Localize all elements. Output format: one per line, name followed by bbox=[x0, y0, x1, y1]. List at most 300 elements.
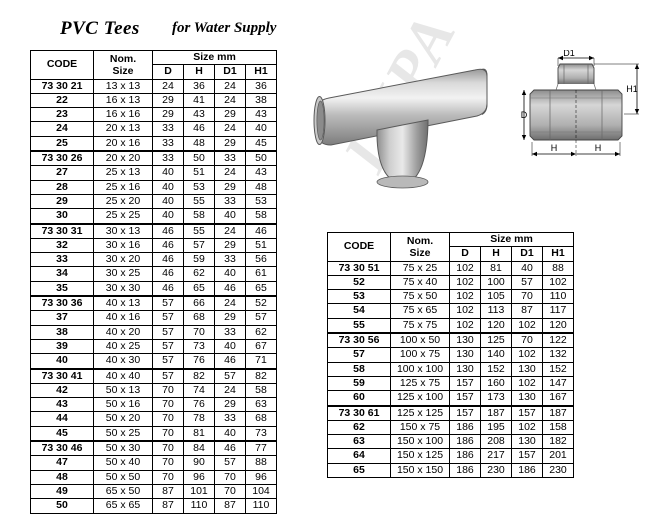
cell-d: 130 bbox=[450, 348, 481, 362]
cell-d1: 33 bbox=[215, 412, 246, 426]
branch-run bbox=[377, 120, 428, 188]
cell-d1: 70 bbox=[215, 470, 246, 484]
header-nom-line2: Size bbox=[409, 246, 431, 259]
cell-d: 70 bbox=[153, 441, 184, 456]
cell-code: 27 bbox=[31, 166, 94, 180]
table-row bbox=[31, 93, 277, 107]
cell-h: 96 bbox=[184, 470, 215, 484]
cell-code: 25 bbox=[31, 136, 94, 151]
table-row bbox=[31, 209, 277, 224]
cell-code: 62 bbox=[328, 420, 391, 434]
label-d: D bbox=[520, 110, 528, 120]
cell-code: 65 bbox=[328, 463, 391, 477]
cell-d1: 157 bbox=[512, 406, 543, 421]
table-row bbox=[31, 108, 277, 122]
label-d1: D1 bbox=[563, 50, 575, 58]
cell-h: 50 bbox=[184, 151, 215, 166]
cell-h: 187 bbox=[481, 406, 512, 421]
cell-h: 48 bbox=[184, 136, 215, 151]
cell-d: 157 bbox=[450, 376, 481, 390]
table-row bbox=[328, 435, 574, 449]
cell-d1: 40 bbox=[215, 426, 246, 441]
table-row bbox=[31, 296, 277, 311]
cell-h1: 57 bbox=[246, 311, 277, 325]
cell-nom-size: 30 x 20 bbox=[94, 253, 153, 267]
cell-d1: 130 bbox=[512, 362, 543, 376]
cell-h1: 61 bbox=[246, 267, 277, 281]
cell-h1: 53 bbox=[246, 194, 277, 208]
cell-d1: 40 bbox=[215, 209, 246, 224]
table-row bbox=[31, 224, 277, 239]
table-row bbox=[31, 325, 277, 339]
cell-h: 81 bbox=[481, 261, 512, 275]
cell-h: 101 bbox=[184, 484, 215, 498]
cell-code: 73 30 56 bbox=[328, 333, 391, 348]
table-row bbox=[328, 290, 574, 304]
cell-d: 46 bbox=[153, 224, 184, 239]
cell-d1: 130 bbox=[512, 391, 543, 406]
cell-h: 100 bbox=[481, 275, 512, 289]
cell-h: 125 bbox=[481, 333, 512, 348]
cell-d: 46 bbox=[153, 281, 184, 296]
cell-h: 65 bbox=[184, 281, 215, 296]
cell-d1: 40 bbox=[215, 267, 246, 281]
cell-nom-size: 50 x 30 bbox=[94, 441, 153, 456]
cell-d: 70 bbox=[153, 470, 184, 484]
cell-d1: 29 bbox=[215, 238, 246, 252]
table-row bbox=[31, 253, 277, 267]
cell-d1: 70 bbox=[512, 333, 543, 348]
cell-nom-size: 30 x 13 bbox=[94, 224, 153, 239]
cell-code: 43 bbox=[31, 398, 94, 412]
header-h1: H1 bbox=[543, 247, 574, 261]
cell-code: 42 bbox=[31, 383, 94, 397]
table-row bbox=[31, 369, 277, 384]
cell-code: 52 bbox=[328, 275, 391, 289]
cell-h: 74 bbox=[184, 383, 215, 397]
cell-h: 55 bbox=[184, 224, 215, 239]
cell-h1: 58 bbox=[246, 209, 277, 224]
table-row bbox=[31, 151, 277, 166]
label-h-left: H bbox=[550, 143, 558, 153]
table-row bbox=[31, 267, 277, 281]
cell-h1: 96 bbox=[246, 470, 277, 484]
cell-h: 152 bbox=[481, 362, 512, 376]
cell-code: 57 bbox=[328, 348, 391, 362]
cell-d1: 70 bbox=[215, 484, 246, 498]
cell-nom-size: 20 x 13 bbox=[94, 122, 153, 136]
cell-h1: 43 bbox=[246, 108, 277, 122]
table-row bbox=[328, 304, 574, 318]
cell-h: 208 bbox=[481, 435, 512, 449]
page-title: PVC Tees bbox=[60, 18, 140, 39]
cell-d1: 102 bbox=[512, 318, 543, 333]
cell-d: 24 bbox=[153, 79, 184, 93]
cell-d1: 87 bbox=[512, 304, 543, 318]
cell-d: 29 bbox=[153, 108, 184, 122]
table-row bbox=[31, 180, 277, 194]
cell-h1: 82 bbox=[246, 369, 277, 384]
cell-d1: 29 bbox=[215, 311, 246, 325]
cell-d: 33 bbox=[153, 122, 184, 136]
cell-h1: 51 bbox=[246, 238, 277, 252]
cell-d1: 33 bbox=[215, 151, 246, 166]
cell-nom-size: 40 x 13 bbox=[94, 296, 153, 311]
header-h: H bbox=[184, 65, 215, 79]
table-row bbox=[31, 412, 277, 426]
cell-d1: 102 bbox=[512, 376, 543, 390]
cell-h: 68 bbox=[184, 311, 215, 325]
cell-d1: 24 bbox=[215, 224, 246, 239]
cell-nom-size: 40 x 20 bbox=[94, 325, 153, 339]
cell-d1: 24 bbox=[215, 166, 246, 180]
cell-d1: 102 bbox=[512, 420, 543, 434]
table-row bbox=[328, 420, 574, 434]
cell-h: 66 bbox=[184, 296, 215, 311]
cell-code: 59 bbox=[328, 376, 391, 390]
cell-d: 130 bbox=[450, 333, 481, 348]
cell-nom-size: 75 x 65 bbox=[391, 304, 450, 318]
cell-h1: 50 bbox=[246, 151, 277, 166]
cell-code: 73 30 61 bbox=[328, 406, 391, 421]
table-row bbox=[31, 484, 277, 498]
cell-nom-size: 50 x 25 bbox=[94, 426, 153, 441]
cell-d: 46 bbox=[153, 238, 184, 252]
cell-code: 73 30 26 bbox=[31, 151, 94, 166]
cell-h1: 110 bbox=[246, 499, 277, 513]
cell-h: 90 bbox=[184, 456, 215, 470]
cell-h: 51 bbox=[184, 166, 215, 180]
header-nom-size bbox=[391, 233, 450, 262]
cell-code: 73 30 21 bbox=[31, 79, 94, 93]
cell-nom-size: 30 x 16 bbox=[94, 238, 153, 252]
table-row bbox=[328, 406, 574, 421]
cell-nom-size: 50 x 40 bbox=[94, 456, 153, 470]
cell-h1: 122 bbox=[543, 333, 574, 348]
cell-nom-size: 75 x 40 bbox=[391, 275, 450, 289]
cell-nom-size: 75 x 75 bbox=[391, 318, 450, 333]
cell-d: 102 bbox=[450, 318, 481, 333]
cell-d1: 46 bbox=[215, 441, 246, 456]
cell-d: 130 bbox=[450, 362, 481, 376]
cell-h1: 104 bbox=[246, 484, 277, 498]
table-row bbox=[31, 470, 277, 484]
cell-d: 33 bbox=[153, 136, 184, 151]
cell-d1: 57 bbox=[512, 275, 543, 289]
cell-h: 43 bbox=[184, 108, 215, 122]
left-spec-table bbox=[30, 50, 277, 514]
page-subtitle: for Water Supply bbox=[172, 20, 277, 36]
cell-nom-size: 25 x 25 bbox=[94, 209, 153, 224]
cell-nom-size: 65 x 50 bbox=[94, 484, 153, 498]
cell-d: 46 bbox=[153, 267, 184, 281]
cell-d1: 29 bbox=[215, 108, 246, 122]
cell-code: 39 bbox=[31, 339, 94, 353]
cell-nom-size: 40 x 25 bbox=[94, 339, 153, 353]
header-nom-line2: Size bbox=[112, 64, 134, 77]
cell-d: 70 bbox=[153, 398, 184, 412]
header-size-mm: Size mm bbox=[153, 51, 277, 65]
cell-nom-size: 50 x 50 bbox=[94, 470, 153, 484]
cell-code: 48 bbox=[31, 470, 94, 484]
cell-h: 76 bbox=[184, 354, 215, 369]
cell-h1: 230 bbox=[543, 463, 574, 477]
cell-d1: 46 bbox=[215, 281, 246, 296]
cell-h1: 88 bbox=[246, 456, 277, 470]
cell-d1: 57 bbox=[215, 456, 246, 470]
cell-h1: 201 bbox=[543, 449, 574, 463]
cell-d: 57 bbox=[153, 311, 184, 325]
label-h1: H1 bbox=[626, 84, 638, 94]
cell-code: 55 bbox=[328, 318, 391, 333]
cell-code: 47 bbox=[31, 456, 94, 470]
cell-code: 24 bbox=[31, 122, 94, 136]
cell-d1: 24 bbox=[215, 93, 246, 107]
cell-h1: 52 bbox=[246, 296, 277, 311]
cell-code: 29 bbox=[31, 194, 94, 208]
cell-d: 102 bbox=[450, 304, 481, 318]
cell-code: 30 bbox=[31, 209, 94, 224]
cell-d1: 186 bbox=[512, 463, 543, 477]
cell-code: 73 30 31 bbox=[31, 224, 94, 239]
cell-code: 22 bbox=[31, 93, 94, 107]
cell-d1: 70 bbox=[512, 290, 543, 304]
cell-code: 58 bbox=[328, 362, 391, 376]
cell-h1: 43 bbox=[246, 166, 277, 180]
cell-nom-size: 100 x 50 bbox=[391, 333, 450, 348]
cell-h1: 120 bbox=[543, 318, 574, 333]
cell-d: 40 bbox=[153, 209, 184, 224]
cell-code: 33 bbox=[31, 253, 94, 267]
cell-nom-size: 40 x 16 bbox=[94, 311, 153, 325]
table-row bbox=[31, 194, 277, 208]
header-nom-line1: Nom. bbox=[406, 234, 434, 247]
cell-d: 186 bbox=[450, 420, 481, 434]
cell-h1: 102 bbox=[543, 275, 574, 289]
cell-nom-size: 100 x 75 bbox=[391, 348, 450, 362]
table-row bbox=[328, 275, 574, 289]
table-row bbox=[31, 339, 277, 353]
cell-h: 120 bbox=[481, 318, 512, 333]
cell-nom-size: 50 x 20 bbox=[94, 412, 153, 426]
cell-h: 230 bbox=[481, 463, 512, 477]
cell-code: 54 bbox=[328, 304, 391, 318]
header-d1: D1 bbox=[215, 65, 246, 79]
cell-d1: 24 bbox=[215, 79, 246, 93]
header-nom-size bbox=[94, 51, 153, 80]
cell-d: 40 bbox=[153, 180, 184, 194]
cell-code: 60 bbox=[328, 391, 391, 406]
cell-d1: 24 bbox=[215, 383, 246, 397]
cell-h1: 167 bbox=[543, 391, 574, 406]
cell-d: 33 bbox=[153, 151, 184, 166]
cell-h1: 132 bbox=[543, 348, 574, 362]
header-h1: H1 bbox=[246, 65, 277, 79]
cell-d1: 57 bbox=[215, 369, 246, 384]
cell-h1: 46 bbox=[246, 224, 277, 239]
cell-h: 217 bbox=[481, 449, 512, 463]
cell-d: 186 bbox=[450, 463, 481, 477]
table-row bbox=[328, 362, 574, 376]
cell-nom-size: 25 x 13 bbox=[94, 166, 153, 180]
table-row bbox=[31, 456, 277, 470]
cell-code: 23 bbox=[31, 108, 94, 122]
cell-nom-size: 16 x 16 bbox=[94, 108, 153, 122]
label-h-right: H bbox=[594, 143, 602, 153]
cell-nom-size: 125 x 75 bbox=[391, 376, 450, 390]
cell-code: 45 bbox=[31, 426, 94, 441]
cell-h1: 65 bbox=[246, 281, 277, 296]
cell-d: 102 bbox=[450, 290, 481, 304]
cell-h: 70 bbox=[184, 325, 215, 339]
cell-code: 37 bbox=[31, 311, 94, 325]
header-nom-line1: Nom. bbox=[109, 52, 137, 65]
table-row bbox=[328, 348, 574, 362]
cell-d1: 33 bbox=[215, 194, 246, 208]
table-row bbox=[328, 449, 574, 463]
table-row bbox=[328, 376, 574, 390]
cell-d1: 24 bbox=[215, 296, 246, 311]
cell-code: 64 bbox=[328, 449, 391, 463]
table-row bbox=[31, 122, 277, 136]
cell-h: 76 bbox=[184, 398, 215, 412]
cell-h1: 62 bbox=[246, 325, 277, 339]
cell-h1: 88 bbox=[543, 261, 574, 275]
cell-d1: 29 bbox=[215, 398, 246, 412]
table-row bbox=[31, 136, 277, 151]
cell-nom-size: 125 x 100 bbox=[391, 391, 450, 406]
cell-h: 81 bbox=[184, 426, 215, 441]
cell-h1: 58 bbox=[246, 383, 277, 397]
cell-d: 186 bbox=[450, 435, 481, 449]
cell-nom-size: 30 x 30 bbox=[94, 281, 153, 296]
table-row bbox=[31, 398, 277, 412]
cell-d: 57 bbox=[153, 354, 184, 369]
cell-h1: 147 bbox=[543, 376, 574, 390]
cell-h: 160 bbox=[481, 376, 512, 390]
cell-code: 35 bbox=[31, 281, 94, 296]
right-spec-table bbox=[327, 232, 574, 478]
cell-d1: 102 bbox=[512, 348, 543, 362]
cell-d: 102 bbox=[450, 261, 481, 275]
cell-h: 110 bbox=[184, 499, 215, 513]
cell-h1: 38 bbox=[246, 93, 277, 107]
table-row bbox=[328, 391, 574, 406]
table-row bbox=[31, 311, 277, 325]
table-row bbox=[31, 441, 277, 456]
cell-h: 78 bbox=[184, 412, 215, 426]
header-h: H bbox=[481, 247, 512, 261]
cell-code: 63 bbox=[328, 435, 391, 449]
cell-d: 70 bbox=[153, 412, 184, 426]
cell-code: 32 bbox=[31, 238, 94, 252]
table-row bbox=[31, 354, 277, 369]
tee-dimension-drawing bbox=[520, 50, 645, 215]
cell-h: 113 bbox=[481, 304, 512, 318]
cell-code: 28 bbox=[31, 180, 94, 194]
cell-nom-size: 65 x 65 bbox=[94, 499, 153, 513]
cell-d: 29 bbox=[153, 93, 184, 107]
header-code: CODE bbox=[31, 51, 94, 80]
cell-d: 87 bbox=[153, 484, 184, 498]
cell-h1: 68 bbox=[246, 412, 277, 426]
cell-h: 53 bbox=[184, 180, 215, 194]
cell-h1: 182 bbox=[543, 435, 574, 449]
cell-h: 41 bbox=[184, 93, 215, 107]
cell-h: 62 bbox=[184, 267, 215, 281]
cell-h: 55 bbox=[184, 194, 215, 208]
cell-h: 140 bbox=[481, 348, 512, 362]
cell-d1: 130 bbox=[512, 435, 543, 449]
cell-d: 46 bbox=[153, 253, 184, 267]
table-row bbox=[328, 261, 574, 275]
header-d: D bbox=[450, 247, 481, 261]
cell-nom-size: 40 x 30 bbox=[94, 354, 153, 369]
header-code: CODE bbox=[328, 233, 391, 262]
cell-code: 49 bbox=[31, 484, 94, 498]
table-row bbox=[31, 281, 277, 296]
cell-code: 40 bbox=[31, 354, 94, 369]
cell-h: 82 bbox=[184, 369, 215, 384]
cell-nom-size: 25 x 20 bbox=[94, 194, 153, 208]
table-row bbox=[31, 166, 277, 180]
cell-code: 73 30 46 bbox=[31, 441, 94, 456]
cell-d: 57 bbox=[153, 339, 184, 353]
table-row bbox=[31, 426, 277, 441]
cell-nom-size: 75 x 25 bbox=[391, 261, 450, 275]
cell-d1: 46 bbox=[215, 354, 246, 369]
table-row bbox=[31, 238, 277, 252]
cell-d1: 29 bbox=[215, 180, 246, 194]
cell-d: 186 bbox=[450, 449, 481, 463]
cell-nom-size: 150 x 125 bbox=[391, 449, 450, 463]
cell-d: 57 bbox=[153, 325, 184, 339]
cell-code: 73 30 51 bbox=[328, 261, 391, 275]
cell-h: 84 bbox=[184, 441, 215, 456]
cell-d: 87 bbox=[153, 499, 184, 513]
cell-code: 73 30 36 bbox=[31, 296, 94, 311]
cell-nom-size: 150 x 100 bbox=[391, 435, 450, 449]
cell-h1: 73 bbox=[246, 426, 277, 441]
cell-nom-size: 150 x 150 bbox=[391, 463, 450, 477]
cell-nom-size: 16 x 13 bbox=[94, 93, 153, 107]
cell-h: 59 bbox=[184, 253, 215, 267]
cell-nom-size: 25 x 16 bbox=[94, 180, 153, 194]
cell-d1: 40 bbox=[215, 339, 246, 353]
cell-code: 53 bbox=[328, 290, 391, 304]
cell-h1: 36 bbox=[246, 79, 277, 93]
cell-d: 40 bbox=[153, 166, 184, 180]
cell-d: 57 bbox=[153, 296, 184, 311]
cell-h1: 110 bbox=[543, 290, 574, 304]
cell-h1: 45 bbox=[246, 136, 277, 151]
cell-h: 73 bbox=[184, 339, 215, 353]
cell-d: 157 bbox=[450, 406, 481, 421]
cell-h1: 67 bbox=[246, 339, 277, 353]
tee-isometric-drawing bbox=[305, 50, 525, 210]
table-row bbox=[31, 499, 277, 513]
cell-code: 73 30 41 bbox=[31, 369, 94, 384]
cell-d: 70 bbox=[153, 426, 184, 441]
header-d1: D1 bbox=[512, 247, 543, 261]
cell-h1: 63 bbox=[246, 398, 277, 412]
cell-d1: 29 bbox=[215, 136, 246, 151]
cell-h: 46 bbox=[184, 122, 215, 136]
cell-nom-size: 100 x 100 bbox=[391, 362, 450, 376]
table-row bbox=[31, 79, 277, 93]
cell-nom-size: 13 x 13 bbox=[94, 79, 153, 93]
cell-h1: 40 bbox=[246, 122, 277, 136]
